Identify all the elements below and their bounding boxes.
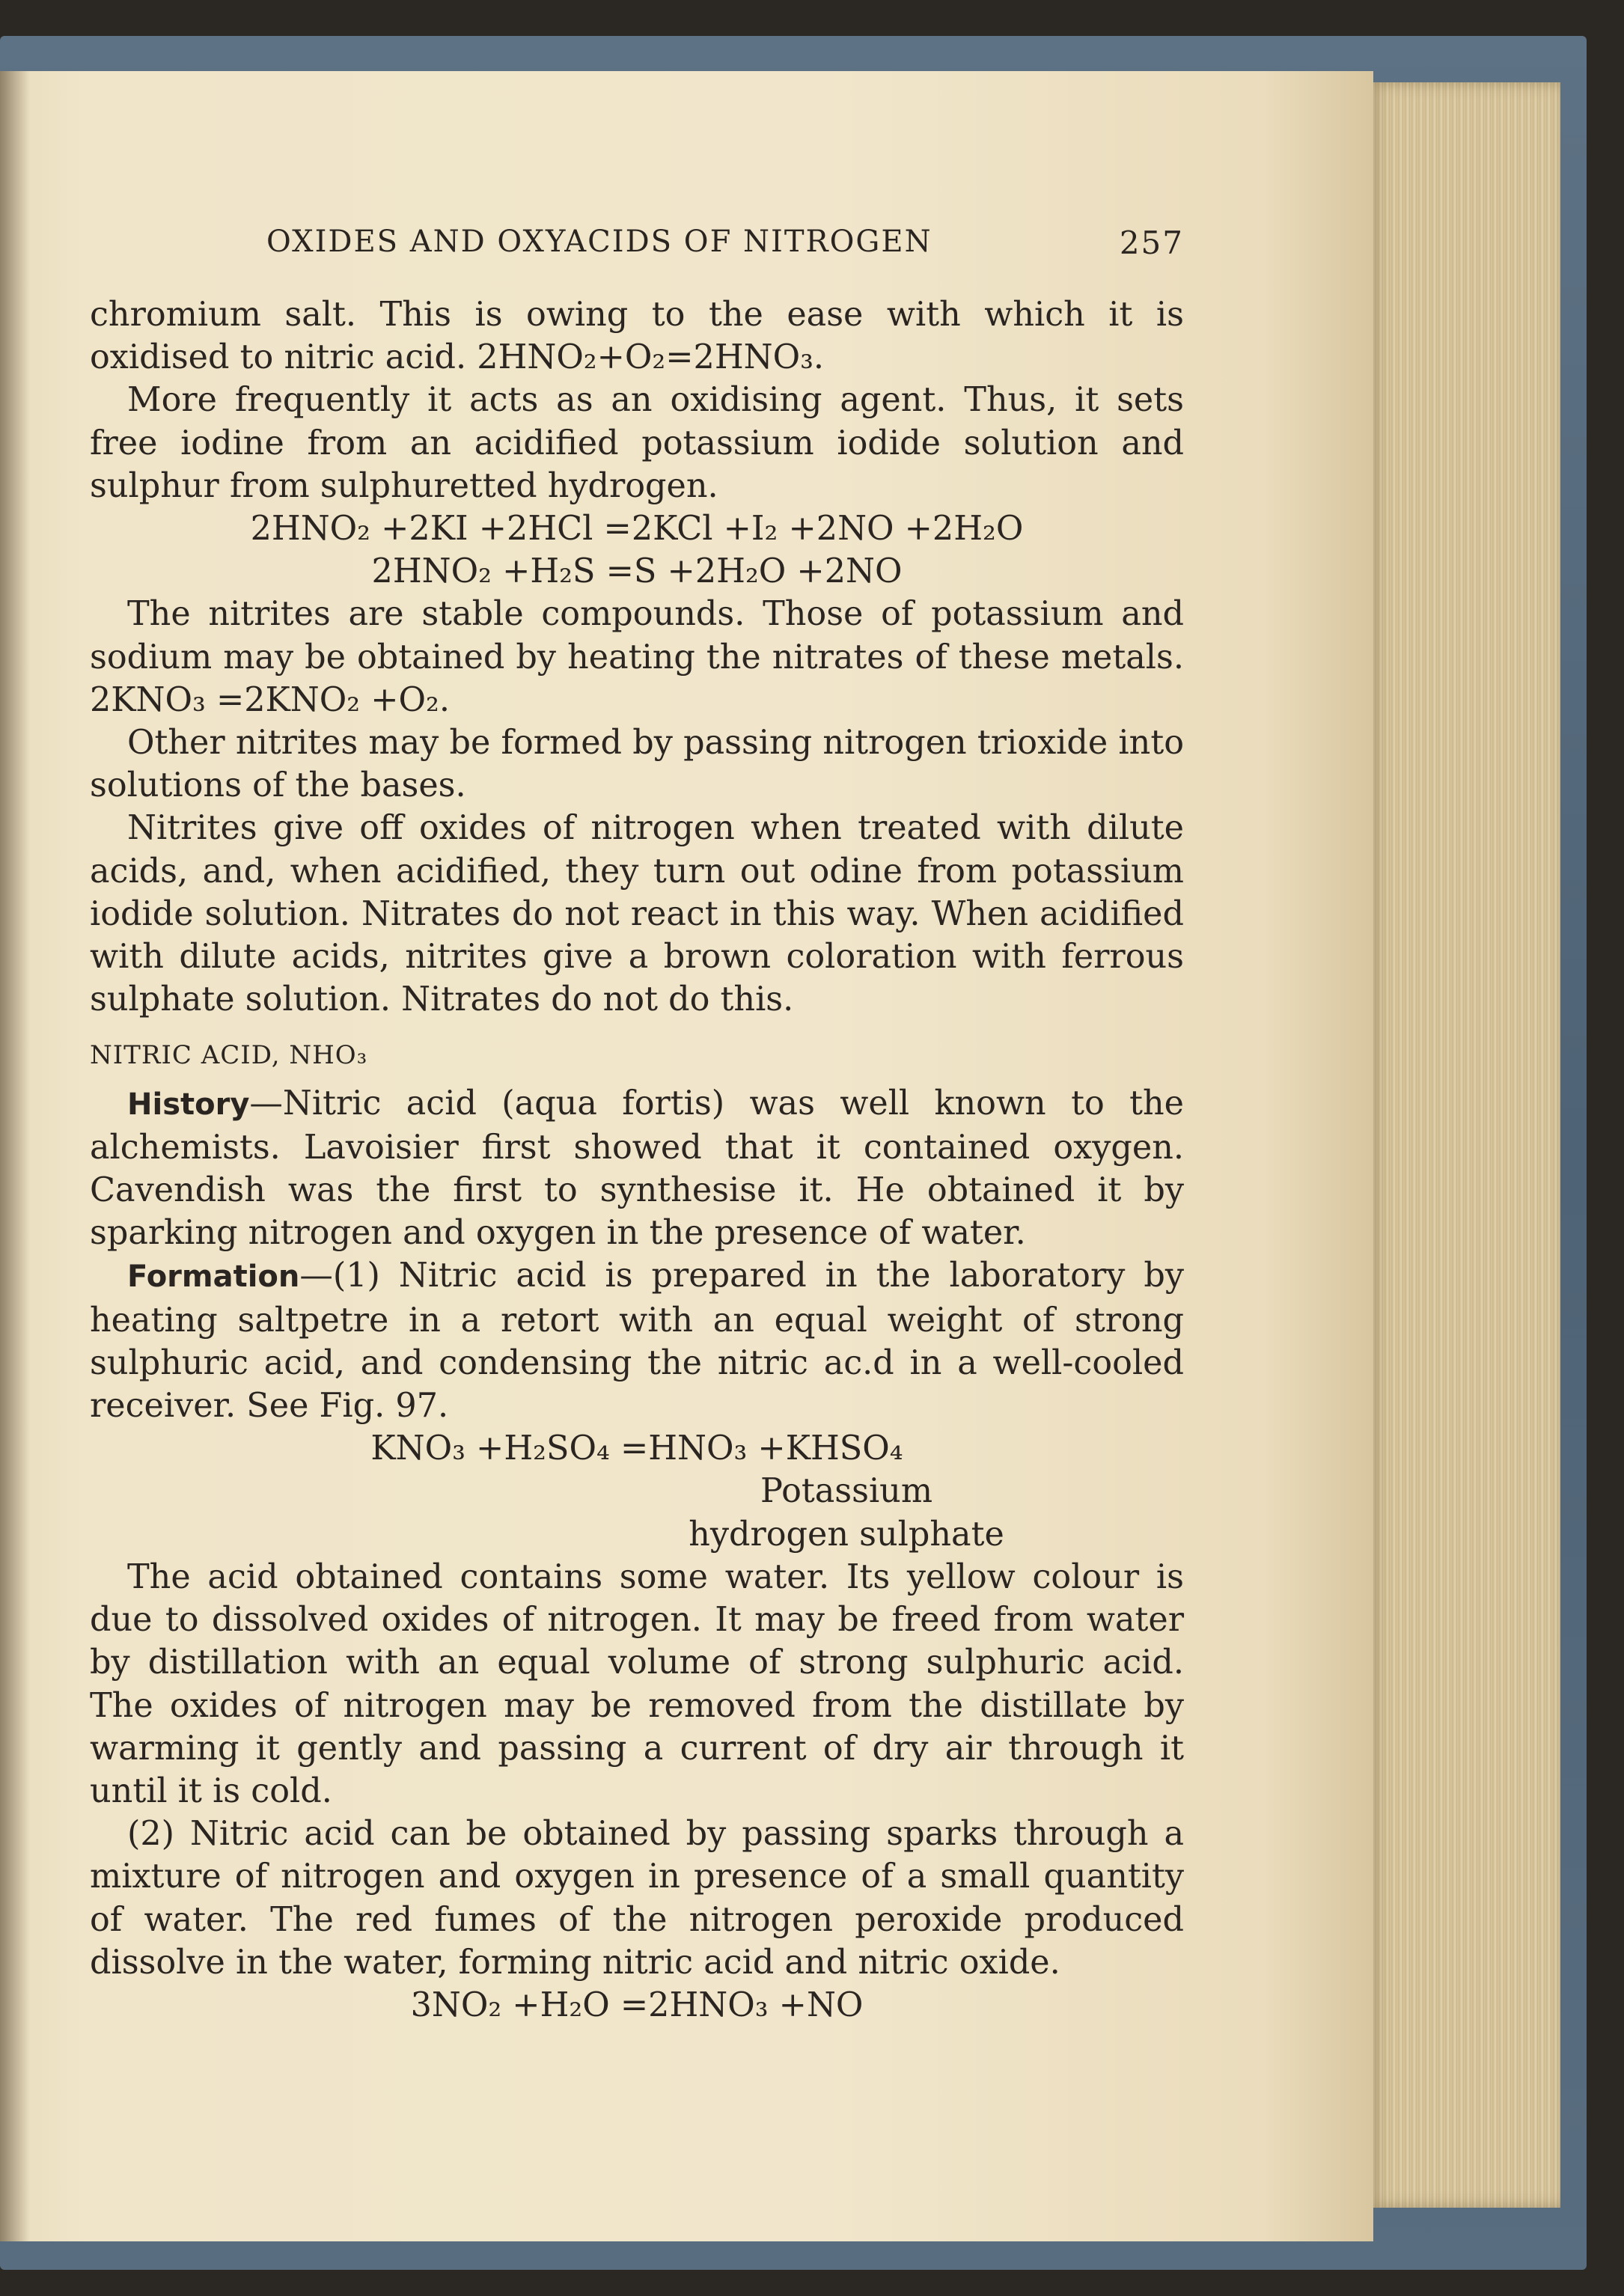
paragraph: Nitrites give off oxides of nitrogen when treated with dilute acids, and, when acidified, they turn out odine from potassium iodide solution. Nitrates do not react in this way. When acidified with dilute acids, nitrites give a brown coloration with ferrous sulphate solution. Nitrates do not do this. xyxy=(90,809,1184,1019)
run-in-heading: Formation xyxy=(127,1260,300,1295)
equation: 3NO₂ +H₂O =2HNO₃ +NO xyxy=(410,1985,864,2024)
equation: KNO₃ +H₂SO₄ =HNO₃ +KHSO₄ xyxy=(370,1429,903,1468)
section-heading: NITRIC ACID, NHO₃ xyxy=(90,1040,368,1071)
paragraph: More frequently it acts as an oxidising agent. Thus, it sets free iodine from an acidified potassium iodide solution and sulphur from sulphuretted hydrogen. xyxy=(90,381,1184,505)
paragraph-text: —(1) Nitric acid is prepared in the laboratory by heating saltpetre in a retort with an equal weight of strong sulphuric acid, and condensing the nitric ac.d in a well-cooled receiver. See Fig. 97. xyxy=(90,1257,1184,1426)
gutter-shadow xyxy=(0,71,30,2241)
page-fore-edge xyxy=(1370,82,1560,2208)
paragraph: The nitrites are stable compounds. Those of potassium and sodium may be obtained by heating the nitrates of these metals. 2KNO₃ =2KNO₂ +O₂. xyxy=(90,595,1184,719)
paragraph-formation xyxy=(90,1254,1184,1427)
paragraph-history xyxy=(90,1082,1184,1255)
equation: 2HNO₂ +2KI +2HCl =2KCl +I₂ +2NO +2H₂O xyxy=(250,510,1024,549)
equation-label: Potassium xyxy=(760,1472,933,1511)
equation-label: hydrogen sulphate xyxy=(689,1515,1004,1554)
paragraph: (2) Nitric acid can be obtained by passing sparks through a mixture of nitrogen and oxygen in presence of a small quantity of water. The red fumes of the nitrogen peroxide produced dissolve in the water, forming nitric acid and nitric oxide. xyxy=(90,1815,1184,1982)
running-head xyxy=(90,225,1184,269)
paragraph: Other nitrites may be formed by passing nitrogen trioxide into solutions of the bases. xyxy=(90,724,1184,805)
paragraph: The acid obtained contains some water. Its yellow colour is due to dissolved oxides of nitrogen. It may be freed from water by distillation with an equal volume of strong sulphuric acid. The oxides of nitrogen may be removed from the distillate by warming it gently and passing a current of dry air through it until it is cold. xyxy=(90,1557,1184,1810)
page-number: 257 xyxy=(1119,225,1184,261)
paragraph-text: —Nitric acid (aqua fortis) was well known to the alchemists. Lavoisier first showed that it contained oxygen. Cavendish was the first to synthesise it. He obtained it by sparking nitrogen and oxygen in the presence of water. xyxy=(90,1084,1184,1253)
page-body xyxy=(90,293,1184,2027)
paragraph: chromium salt. This is owing to the ease with which it is oxidised to nitric acid. 2HNO₂+O₂=2HNO₃. xyxy=(90,296,1184,377)
run-in-heading: History xyxy=(127,1087,250,1122)
running-title: OXIDES AND OXYACIDS OF NITROGEN xyxy=(266,225,932,259)
equation: 2HNO₂ +H₂S =S +2H₂O +2NO xyxy=(371,552,903,591)
